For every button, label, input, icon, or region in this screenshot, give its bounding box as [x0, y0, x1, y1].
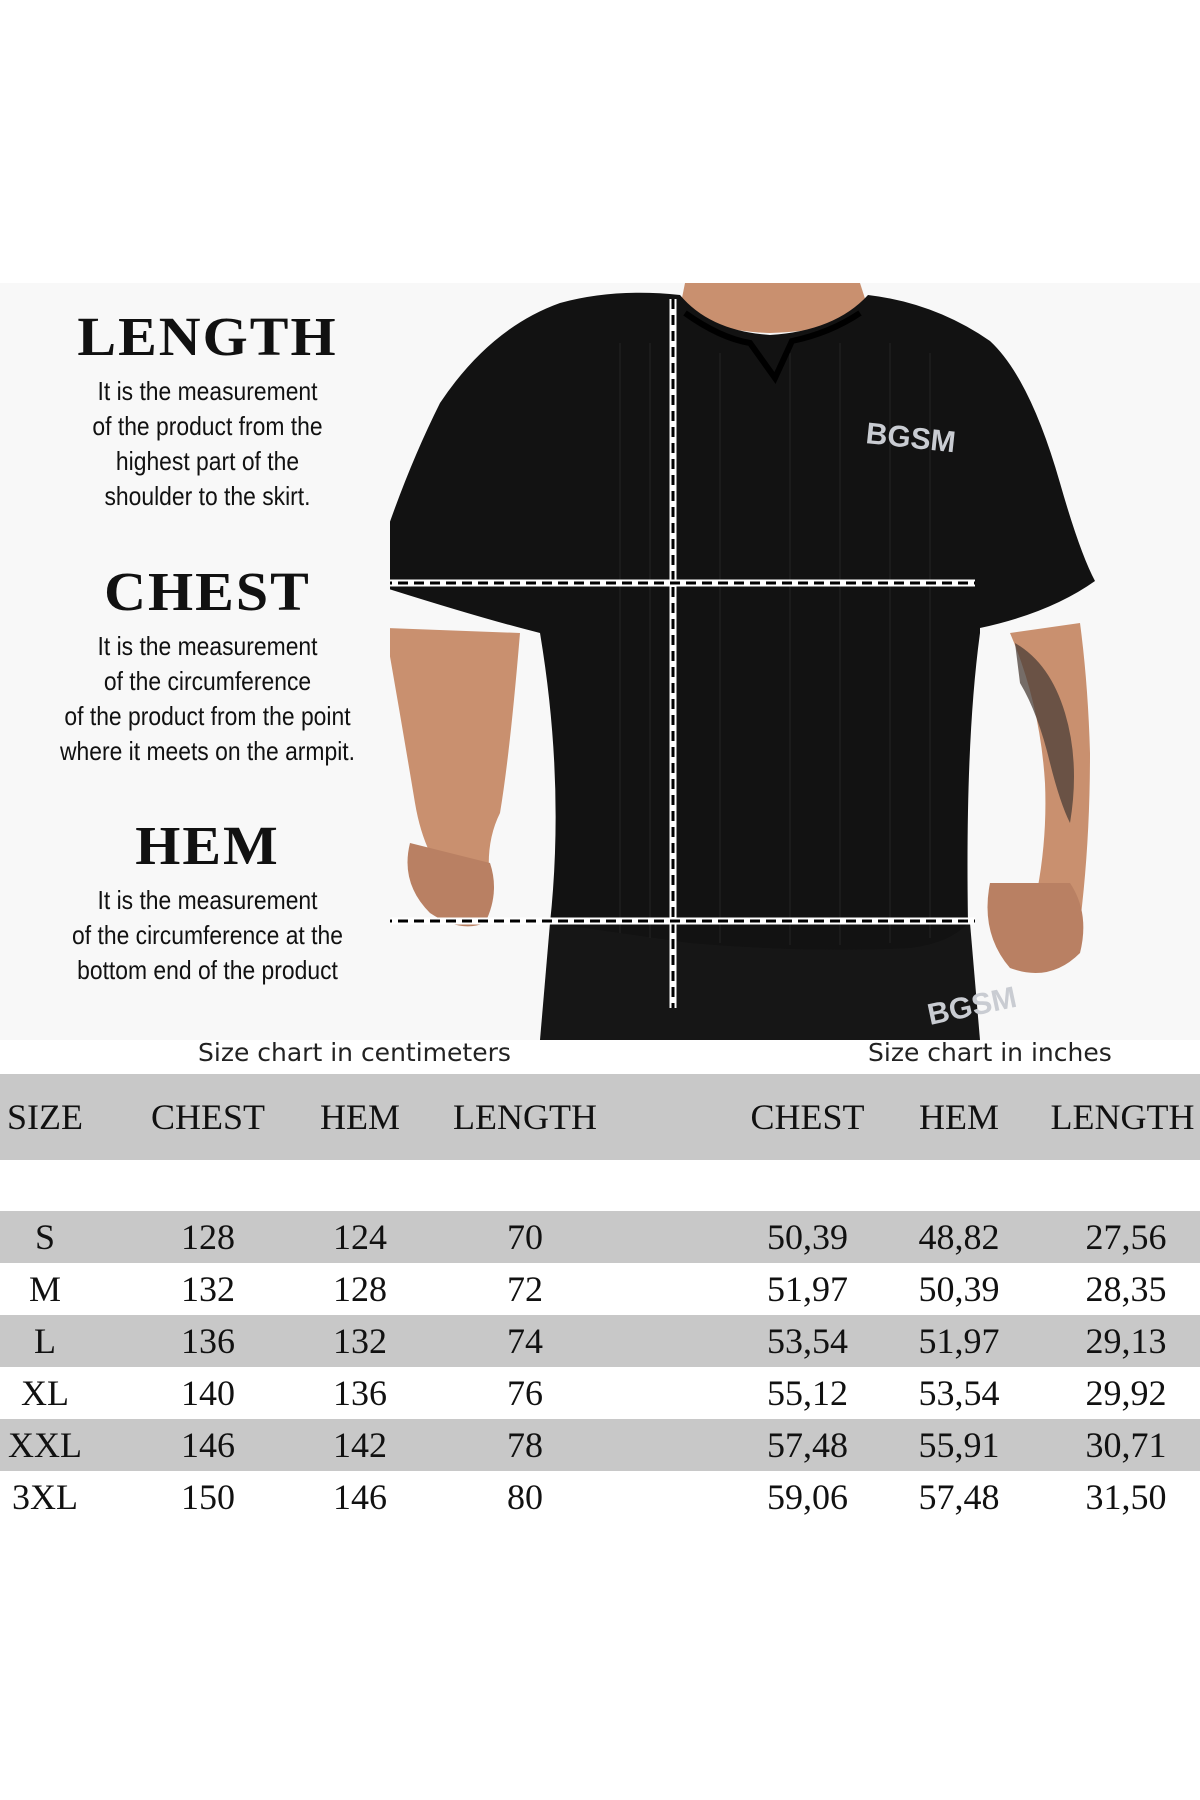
- cell-length-cm: 78: [507, 1425, 543, 1465]
- cell-chest-in: 55,12: [767, 1373, 848, 1413]
- header-hem-cm: HEM: [320, 1097, 400, 1137]
- cell-hem-in: 48,82: [918, 1217, 1000, 1257]
- cell-length-cm: 74: [507, 1321, 543, 1361]
- cell-length-in: 29,13: [1085, 1321, 1167, 1361]
- cell-length-in: 31,50: [1085, 1477, 1167, 1517]
- cell-length-cm: 80: [507, 1477, 543, 1517]
- cell-chest-in: 59,06: [767, 1477, 848, 1517]
- header-chest-in: CHEST: [750, 1097, 865, 1137]
- chest-title: CHEST: [104, 560, 311, 623]
- caption-centimeters: Size chart in centimeters: [198, 1038, 511, 1067]
- table-row: [0, 1419, 1200, 1471]
- table-row: [0, 1471, 1200, 1523]
- chest-text: It is the measurement of the circumference of the product from the point where it meets on the armpit.: [59, 631, 356, 766]
- cell-chest-cm: 150: [181, 1477, 235, 1517]
- shirt-photo: [390, 283, 1170, 1040]
- cell-hem-in: 55,91: [918, 1425, 1000, 1465]
- cell-hem-cm: 124: [333, 1217, 387, 1257]
- cell-hem-cm: 128: [333, 1269, 387, 1309]
- cell-chest-cm: 140: [181, 1373, 235, 1413]
- length-description: [20, 305, 395, 514]
- chest-description: [20, 560, 395, 769]
- cell-hem-cm: 142: [333, 1425, 387, 1465]
- cell-chest-cm: 132: [181, 1269, 235, 1309]
- caption-inches: Size chart in inches: [868, 1038, 1112, 1067]
- tshirt-body: [390, 293, 1095, 950]
- hem-title: HEM: [135, 814, 280, 877]
- table-row: [0, 1315, 1200, 1367]
- cell-hem-cm: 146: [333, 1477, 387, 1517]
- cell-hem-in: 50,39: [918, 1269, 1000, 1309]
- cell-chest-cm: 146: [181, 1425, 235, 1465]
- table-row: [0, 1367, 1200, 1419]
- cell-size: M: [28, 1269, 61, 1309]
- header-size: SIZE: [7, 1097, 83, 1137]
- header-hem-in: HEM: [919, 1097, 999, 1137]
- cell-length-cm: 70: [507, 1217, 543, 1257]
- cell-hem-cm: 136: [333, 1373, 387, 1413]
- chest-logo: BGSM: [864, 417, 958, 460]
- size-table-header: [0, 1074, 1200, 1160]
- cell-length-in: 28,35: [1085, 1269, 1167, 1309]
- cell-chest-in: 57,48: [767, 1425, 848, 1465]
- header-chest-cm: CHEST: [150, 1097, 265, 1137]
- cell-hem-in: 51,97: [918, 1321, 1000, 1361]
- length-text: It is the measurement of the product from the highest part of the shoulder to the skirt.: [92, 376, 323, 511]
- table-row: [0, 1211, 1200, 1263]
- model-right-hand: [988, 883, 1084, 973]
- cell-length-in: 29,92: [1085, 1373, 1167, 1413]
- cell-chest-cm: 128: [181, 1217, 235, 1257]
- hem-text: It is the measurement of the circumference at the bottom end of the product: [72, 885, 343, 985]
- cell-hem-cm: 132: [333, 1321, 387, 1361]
- cell-chest-in: 51,97: [767, 1269, 848, 1309]
- header-length-in: LENGTH: [1050, 1097, 1195, 1137]
- cell-length-in: 30,71: [1085, 1425, 1167, 1465]
- header-length-cm: LENGTH: [453, 1097, 597, 1137]
- cell-hem-in: 53,54: [918, 1373, 1000, 1413]
- cell-length-cm: 76: [507, 1373, 543, 1413]
- cell-size: 3XL: [12, 1477, 78, 1517]
- cell-size: XXL: [8, 1425, 82, 1465]
- cell-length-cm: 72: [507, 1269, 543, 1309]
- cell-hem-in: 57,48: [918, 1477, 1000, 1517]
- cell-chest-cm: 136: [181, 1321, 235, 1361]
- shorts-logo: BGSM: [924, 980, 1020, 1032]
- cell-chest-in: 53,54: [767, 1321, 848, 1361]
- cell-size: S: [34, 1217, 56, 1257]
- cell-length-in: 27,56: [1085, 1217, 1167, 1257]
- cell-size: L: [34, 1321, 56, 1361]
- length-title: LENGTH: [77, 305, 338, 368]
- cell-size: XL: [21, 1373, 69, 1413]
- hem-description: [20, 814, 395, 988]
- cell-chest-in: 50,39: [767, 1217, 848, 1257]
- table-row: [0, 1263, 1200, 1315]
